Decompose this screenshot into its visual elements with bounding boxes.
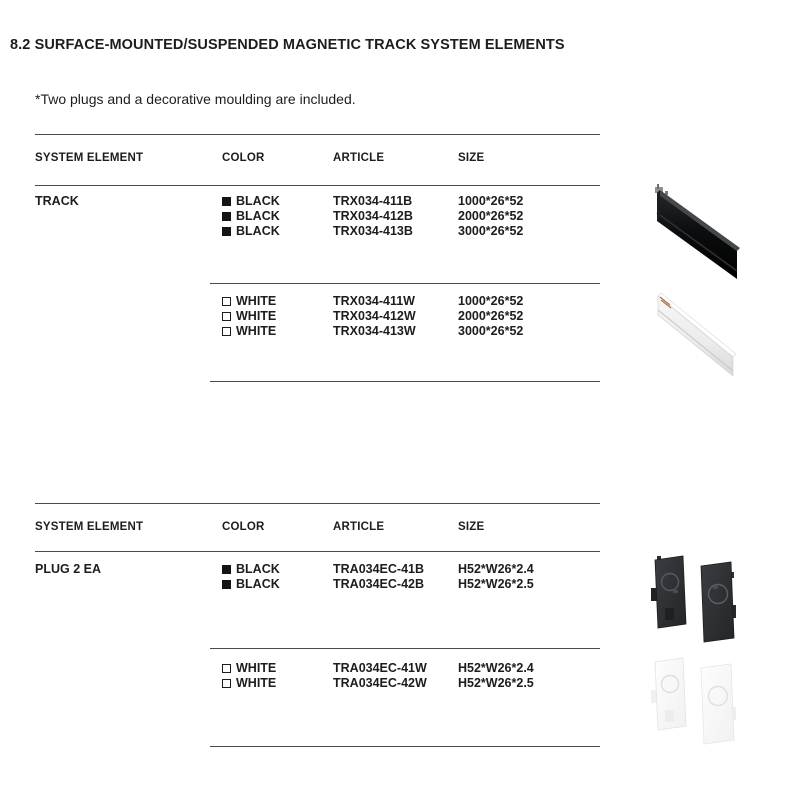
white-swatch-icon: [222, 664, 231, 673]
article-code: TRX034-411W: [333, 294, 415, 308]
column-header-color: COLOR: [222, 521, 265, 533]
column-header-article: ARTICLE: [333, 521, 385, 533]
included-note: *Two plugs and a decorative moulding are included.: [35, 91, 356, 107]
white-swatch-icon: [222, 312, 231, 321]
size-value: 2000*26*52: [458, 309, 524, 323]
black-swatch-icon: [222, 565, 231, 574]
black-swatch-icon: [222, 197, 231, 206]
size-value: 2000*26*52: [458, 209, 524, 223]
track-white-image: [645, 286, 750, 381]
black-swatch-icon: [222, 580, 231, 589]
divider: [35, 551, 600, 552]
plugs-black-image: [645, 548, 750, 653]
track-black-image: [645, 182, 750, 287]
column-header-system-element: SYSTEM ELEMENT: [35, 521, 144, 533]
article-code: TRA034EC-42B: [333, 577, 425, 591]
divider: [210, 283, 600, 284]
size-value: H52*W26*2.4: [458, 661, 534, 675]
article-code: TRX034-413W: [333, 324, 416, 338]
article-code: TRX034-413B: [333, 224, 413, 238]
color-label: WHITE: [236, 676, 277, 690]
column-header-system-element: SYSTEM ELEMENT: [35, 152, 144, 164]
track-table: [35, 134, 600, 384]
color-label: BLACK: [236, 194, 280, 208]
column-header-size: SIZE: [458, 152, 485, 164]
size-value: 1000*26*52: [458, 194, 524, 208]
divider: [35, 503, 600, 504]
color-label: BLACK: [236, 209, 280, 223]
article-code: TRA034EC-42W: [333, 676, 427, 690]
black-swatch-icon: [222, 227, 231, 236]
plugs-white-image: [645, 648, 750, 753]
article-code: TRX034-412B: [333, 209, 413, 223]
article-code: TRX034-412W: [333, 309, 416, 323]
size-value: H52*W26*2.5: [458, 577, 534, 591]
plug-table: [35, 503, 600, 749]
size-value: H52*W26*2.4: [458, 562, 534, 576]
white-swatch-icon: [222, 679, 231, 688]
color-label: BLACK: [236, 562, 280, 576]
size-value: H52*W26*2.5: [458, 676, 534, 690]
article-code: TRA034EC-41W: [333, 661, 427, 675]
divider: [210, 648, 600, 649]
divider: [210, 381, 600, 382]
color-label: WHITE: [236, 309, 277, 323]
white-swatch-icon: [222, 297, 231, 306]
article-code: TRX034-411B: [333, 194, 413, 208]
divider: [210, 746, 600, 747]
column-header-size: SIZE: [458, 521, 485, 533]
color-label: WHITE: [236, 294, 277, 308]
color-label: WHITE: [236, 324, 277, 338]
size-value: 3000*26*52: [458, 224, 524, 238]
article-code: TRA034EC-41B: [333, 562, 425, 576]
size-value: 1000*26*52: [458, 294, 524, 308]
white-swatch-icon: [222, 327, 231, 336]
page-title: 8.2 SURFACE-MOUNTED/SUSPENDED MAGNETIC TRACK SYSTEM ELEMENTS: [10, 37, 565, 53]
color-label: WHITE: [236, 661, 277, 675]
size-value: 3000*26*52: [458, 324, 524, 338]
system-element-label: TRACK: [35, 194, 79, 208]
divider: [35, 185, 600, 186]
divider: [35, 134, 600, 135]
column-header-article: ARTICLE: [333, 152, 385, 164]
column-header-color: COLOR: [222, 152, 265, 164]
system-element-label: PLUG 2 EA: [35, 562, 101, 576]
color-label: BLACK: [236, 224, 280, 238]
color-label: BLACK: [236, 577, 280, 591]
black-swatch-icon: [222, 212, 231, 221]
